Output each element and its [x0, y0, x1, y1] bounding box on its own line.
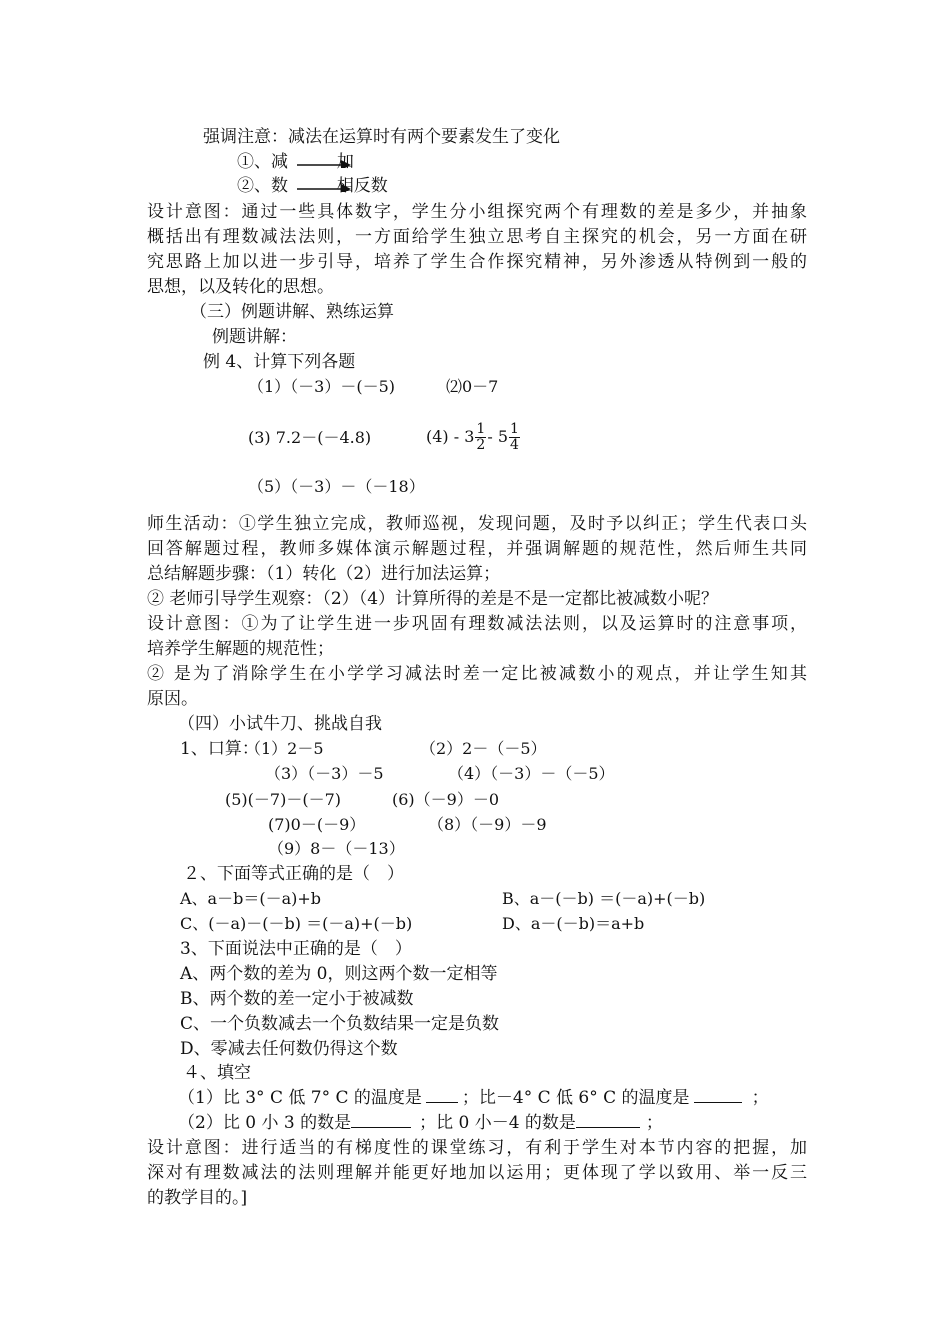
emphasis-item-2-label: ②、数 — [237, 176, 288, 196]
activity-line-1: 师生活动：①学生独立完成，教师巡视，发现问题，及时予以纠正；学生代表口头 — [147, 514, 807, 534]
q3-title: 3、下面说法中正确的是（ ） — [180, 939, 412, 959]
problem-4-mid: - 5 — [487, 427, 509, 446]
example-problem-5: （5）（－3）－（－18） — [248, 477, 425, 496]
q1-item-7: (7)0－(－9） — [268, 815, 366, 834]
answer-blank[interactable] — [426, 1086, 458, 1103]
section-4-title: （四）小试牛刀、挑战自我 — [178, 714, 382, 734]
section-3-subtitle: 例题讲解： — [212, 327, 297, 347]
q3-option-c: C、一个负数减去一个负数结果一定是负数 — [180, 1014, 500, 1034]
fraction-one-quarter: $\frac{1}{4}$ — [510, 421, 519, 453]
q1-item-9: （9）8－（－13） — [268, 839, 405, 858]
q4-item-1-text-a: （1）比 3° C 低 7° C 的温度是 — [178, 1088, 422, 1108]
q2-title: ２、下面等式正确的是（ ） — [183, 864, 404, 884]
q3-option-a: A、两个数的差为 0，则这两个数一定相等 — [180, 964, 498, 984]
example-problem-4 — [426, 416, 521, 458]
q1-label: 1、口算： — [180, 739, 259, 759]
q4-item-1-text-c: ； — [751, 1088, 769, 1108]
answer-blank[interactable] — [351, 1111, 411, 1128]
q1-item-6: (6)（－9）－0 — [392, 790, 500, 809]
design-intent-2-line-4: 原因。 — [147, 689, 198, 709]
q1-item-1: （1）2－5 — [245, 739, 324, 758]
q1-item-5: (5)(－7)－(－7) — [225, 790, 341, 809]
example-problem-2: ⑵0－7 — [446, 377, 499, 396]
emphasis-item-2-target: 相反数 — [336, 176, 388, 196]
emphasis-item-1 — [237, 150, 354, 174]
problem-4-prefix: (4) - 3 — [426, 427, 475, 446]
q3-option-d: D、零减去任何数仍得这个数 — [180, 1039, 398, 1059]
q4-item-2-text-c: ； — [645, 1113, 663, 1133]
answer-blank[interactable] — [576, 1111, 640, 1128]
design-intent-2-line-2: 培养学生解题的规范性； — [147, 639, 334, 659]
q2-option-b: B、a－(－b) ＝(－a)+(－b) — [502, 889, 706, 908]
design-intent-2-line-1: 设计意图：①为了让学生进一步巩固有理数减法法则，以及运算时的注意事项， — [147, 614, 807, 634]
activity-line-2: 回答解题过程，教师多媒体演示解题过程，并强调解题的规范性，然后师生共同 — [147, 539, 807, 559]
design-intent-1-line-4: 思想，以及转化的思想。 — [147, 277, 334, 297]
emphasis-item-1-label: ①、减 — [237, 152, 288, 172]
q1-item-4: （4）（－3）－（－5） — [448, 764, 615, 783]
q1-item-8: （8）（－9）－9 — [428, 815, 547, 834]
design-intent-3-line-3: 的教学目的。] — [147, 1188, 248, 1208]
q4-item-2 — [178, 1111, 663, 1135]
design-intent-1-line-2: 概括出有理数减法法则，一方面给学生独立思考自主探究的机会，另一方面在研 — [147, 227, 807, 247]
q3-option-b: B、两个数的差一定小于被减数 — [180, 989, 414, 1009]
example-problem-1: （1）（－3）－(－5) — [248, 377, 396, 396]
emphasis-item-2 — [237, 174, 388, 198]
activity-line-3: 总结解题步骤：（1）转化（2）进行加法运算； — [147, 564, 501, 584]
q4-item-1 — [178, 1086, 769, 1110]
q4-item-2-text-a: （2）比 0 小 3 的数是 — [178, 1113, 352, 1133]
section-3-title: （三）例题讲解、熟练运算 — [190, 302, 394, 322]
q4-item-1-text-b: ；比－4° C 低 6° C 的温度是 — [461, 1088, 690, 1108]
design-intent-3-line-1: 设计意图：进行适当的有梯度性的课堂练习，有利于学生对本节内容的把握，加 — [147, 1138, 807, 1158]
design-intent-1-line-3: 究思路上加以进一步引导，培养了学生合作探究精神，另外渗透从特例到一般的 — [147, 252, 807, 272]
emphasis-item-1-target: 加 — [336, 152, 354, 172]
example-4-title: 例 4、计算下列各题 — [203, 352, 356, 372]
q4-title: ４、填空 — [183, 1063, 251, 1083]
design-intent-1-line-1: 设计意图：通过一些具体数字，学生分小组探究两个有理数的差是多少，并抽象 — [147, 202, 807, 222]
q2-option-d: D、a－(－b)＝a+b — [502, 914, 645, 933]
design-intent-3-line-2: 深对有理数减法的法则理解并能更好地加以运用；更体现了学以致用、举一反三 — [147, 1163, 807, 1183]
q1-item-2: （2）2－（－5） — [420, 739, 547, 758]
q2-option-c: C、(－a)－(－b) ＝(－a)+(－b) — [180, 914, 413, 933]
design-intent-2-line-3: ② 是为了消除学生在小学学习减法时差一定比被减数小的观点，并让学生知其 — [147, 664, 807, 684]
q4-item-2-text-b: ；比 0 小－4 的数是 — [419, 1113, 576, 1133]
answer-blank[interactable] — [694, 1086, 742, 1103]
example-problem-3: (3) 7.2－(－4.8) — [248, 428, 372, 447]
fraction-one-half: $\frac{1}{2}$ — [476, 421, 486, 453]
emphasis-title: 强调注意：减法在运算时有两个要素发生了变化 — [203, 127, 560, 147]
q1-item-3: （3）（－3）－5 — [265, 764, 384, 783]
activity-line-4: ② 老师引导学生观察：（2）（4）计算所得的差是不是一定都比被减数小呢？ — [147, 589, 719, 609]
q2-option-a: A、a－b＝(－a)+b — [180, 889, 322, 908]
